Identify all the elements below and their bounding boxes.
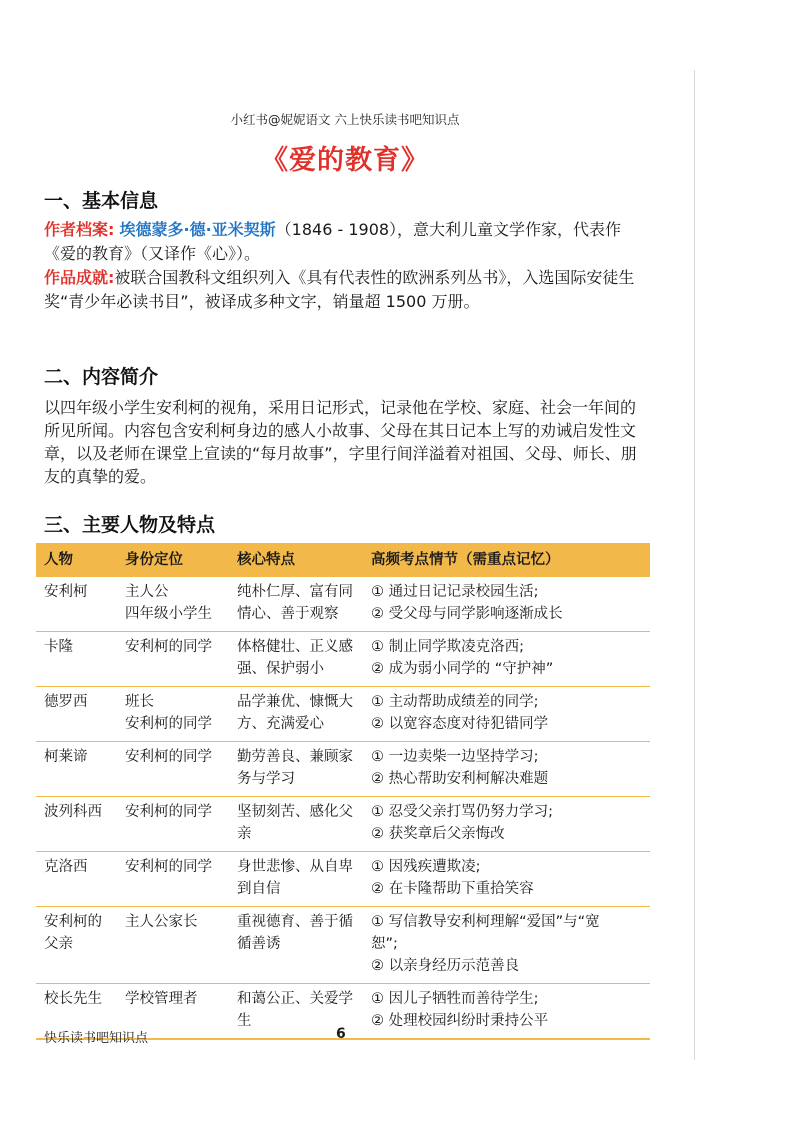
author-paragraph	[44, 218, 650, 266]
character-plots-line: ① 一边卖柴一边坚持学习;	[371, 749, 539, 765]
header-note: 小红书@妮妮语文 六上快乐读书吧知识点	[230, 112, 460, 127]
character-traits-cell	[229, 852, 363, 907]
character-name-line: 安利柯	[44, 584, 88, 600]
table-header-row	[36, 543, 650, 577]
character-plots-line: ② 受父母与同学影响逐渐成长	[371, 606, 563, 622]
character-traits-line: 和蔼公正、关爱学	[237, 991, 353, 1007]
book-title: 《爱的教育》	[261, 145, 429, 176]
character-plots-line: 恕”;	[371, 936, 398, 952]
character-traits-line: 坚韧刻苦、感化父	[237, 804, 353, 820]
author-name: 埃德蒙多·德·亚米契斯	[119, 220, 276, 239]
character-role-cell	[117, 687, 229, 742]
character-traits-line: 情心、善于观察	[237, 606, 339, 622]
column-header-name: 人物	[36, 543, 117, 577]
character-name-line: 安利柯的	[44, 914, 102, 930]
characters-table	[36, 543, 650, 1040]
summary-paragraph: 以四年级小学生安利柯的视角，采用日记形式，记录他在学校、家庭、社会一年间的所见所闻。内容包含安利柯身边的感人小故事、父母在其日记本上写的劝诫启发性文章，以及老师在课堂上宣读的“每月故事”，字里行间洋溢着对祖国、父母、师长、朋友的真挚的爱。	[44, 398, 637, 486]
character-plots-cell	[363, 797, 650, 852]
character-traits-line: 务与学习	[237, 771, 295, 787]
column-header-plots: 高频考点情节（需重点记忆）	[363, 543, 650, 577]
character-traits-line: 重视德育、善于循	[237, 914, 353, 930]
character-plots-line: ① 忍受父亲打骂仍努力学习;	[371, 804, 553, 820]
character-plots-line: ① 因儿子牺牲而善待学生;	[371, 991, 539, 1007]
character-name-cell	[36, 907, 117, 984]
character-plots-line: ② 获奖章后父亲悔改	[371, 826, 505, 842]
character-role-cell	[117, 632, 229, 687]
character-role-line: 主人公家长	[125, 914, 198, 930]
character-plots-line: ① 因残疾遭欺凌;	[371, 859, 481, 875]
character-traits-cell	[229, 687, 363, 742]
character-role-cell	[117, 742, 229, 797]
table-row	[36, 577, 650, 632]
character-role-line: 安利柯的同学	[125, 716, 212, 732]
character-role-line: 安利柯的同学	[125, 804, 212, 820]
character-plots-cell	[363, 742, 650, 797]
character-traits-line: 方、充满爱心	[237, 716, 324, 732]
character-traits-line: 勤劳善良、兼顾家	[237, 749, 353, 765]
table-row	[36, 852, 650, 907]
character-plots-line: ② 以亲身经历示范善良	[371, 958, 520, 974]
character-name-cell	[36, 852, 117, 907]
character-name-line: 波列科西	[44, 804, 102, 820]
character-plots-line: ② 热心帮助安利柯解决难题	[371, 771, 549, 787]
section-heading-characters: 三、主要人物及特点	[44, 514, 216, 536]
character-name-line: 柯莱谛	[44, 749, 88, 765]
character-role-line: 四年级小学生	[125, 606, 212, 622]
author-details: （1846 - 1908），意大利儿童文学作家，代表作《爱的教育》（又译作《心》）。	[44, 220, 622, 263]
character-name-line: 卡隆	[44, 639, 73, 655]
character-name-cell	[36, 632, 117, 687]
character-plots-line: ② 以宽容态度对待犯错同学	[371, 716, 549, 732]
character-role-line: 主人公	[125, 584, 169, 600]
character-plots-cell	[363, 632, 650, 687]
character-role-cell	[117, 797, 229, 852]
character-name-line: 父亲	[44, 936, 73, 952]
section-heading-basic: 一、基本信息	[44, 190, 159, 212]
character-traits-line: 身世悲惨、从自卑	[237, 859, 353, 875]
character-role-line: 安利柯的同学	[125, 859, 212, 875]
work-text: 被联合国教科文组织列入《具有代表性的欧洲系列丛书》，入选国际安徒生奖“青少年必读书目”，被译成多种文字，销量超 1500 万册。	[44, 268, 635, 311]
section-heading-summary: 二、内容简介	[44, 366, 159, 388]
character-plots-cell	[363, 852, 650, 907]
character-traits-cell	[229, 797, 363, 852]
character-plots-cell	[363, 907, 650, 984]
footer-label: 快乐读书吧知识点	[44, 1031, 149, 1046]
character-traits-line: 体格健壮、正义感	[237, 639, 353, 655]
table-row	[36, 632, 650, 687]
character-name-line: 校长先生	[44, 991, 102, 1007]
table-row	[36, 907, 650, 984]
character-traits-line: 生	[237, 1013, 252, 1029]
character-traits-cell	[229, 907, 363, 984]
character-traits-line: 品学兼优、慷慨大	[237, 694, 353, 710]
character-plots-cell	[363, 577, 650, 632]
character-name-line: 克洛西	[44, 859, 88, 875]
table-row	[36, 797, 650, 852]
character-traits-cell	[229, 577, 363, 632]
table-row	[36, 742, 650, 797]
character-plots-line: ② 处理校园纠纷时秉持公平	[371, 1013, 549, 1029]
character-name-line: 德罗西	[44, 694, 88, 710]
column-header-role: 身份定位	[117, 543, 229, 577]
character-traits-line: 到自信	[237, 881, 281, 897]
work-paragraph	[44, 266, 650, 314]
character-plots-line: ① 制止同学欺凌克洛西;	[371, 639, 524, 655]
character-plots-line: ② 在卡隆帮助下重拾笑容	[371, 881, 534, 897]
character-plots-cell	[363, 984, 650, 1040]
character-name-cell	[36, 742, 117, 797]
character-name-cell	[36, 577, 117, 632]
author-label: 作者档案:	[44, 220, 115, 239]
table-body	[36, 577, 650, 1039]
character-traits-cell	[229, 632, 363, 687]
page-edge-line	[694, 70, 695, 1060]
character-traits-line: 循善诱	[237, 936, 281, 952]
character-plots-line: ① 写信教导安利柯理解“爱国”与“宽	[371, 914, 600, 930]
character-plots-line: ① 通过日记记录校园生活;	[371, 584, 539, 600]
character-role-cell	[117, 577, 229, 632]
work-label: 作品成就:	[44, 268, 115, 287]
character-role-line: 安利柯的同学	[125, 749, 212, 765]
character-name-cell	[36, 797, 117, 852]
character-traits-cell	[229, 742, 363, 797]
table-row	[36, 687, 650, 742]
character-role-cell	[117, 907, 229, 984]
character-role-line: 班长	[125, 694, 154, 710]
character-plots-line: ① 主动帮助成绩差的同学;	[371, 694, 539, 710]
character-plots-line: ② 成为弱小同学的 “守护神”	[371, 661, 554, 677]
character-name-cell	[36, 687, 117, 742]
character-role-line: 安利柯的同学	[125, 639, 212, 655]
column-header-traits: 核心特点	[229, 543, 363, 577]
character-role-cell	[117, 852, 229, 907]
character-plots-cell	[363, 687, 650, 742]
character-traits-line: 强、保护弱小	[237, 661, 324, 677]
character-role-line: 学校管理者	[125, 991, 198, 1007]
character-traits-line: 亲	[237, 826, 252, 842]
character-traits-line: 纯朴仁厚、富有同	[237, 584, 353, 600]
page-number: 6	[336, 1026, 346, 1042]
